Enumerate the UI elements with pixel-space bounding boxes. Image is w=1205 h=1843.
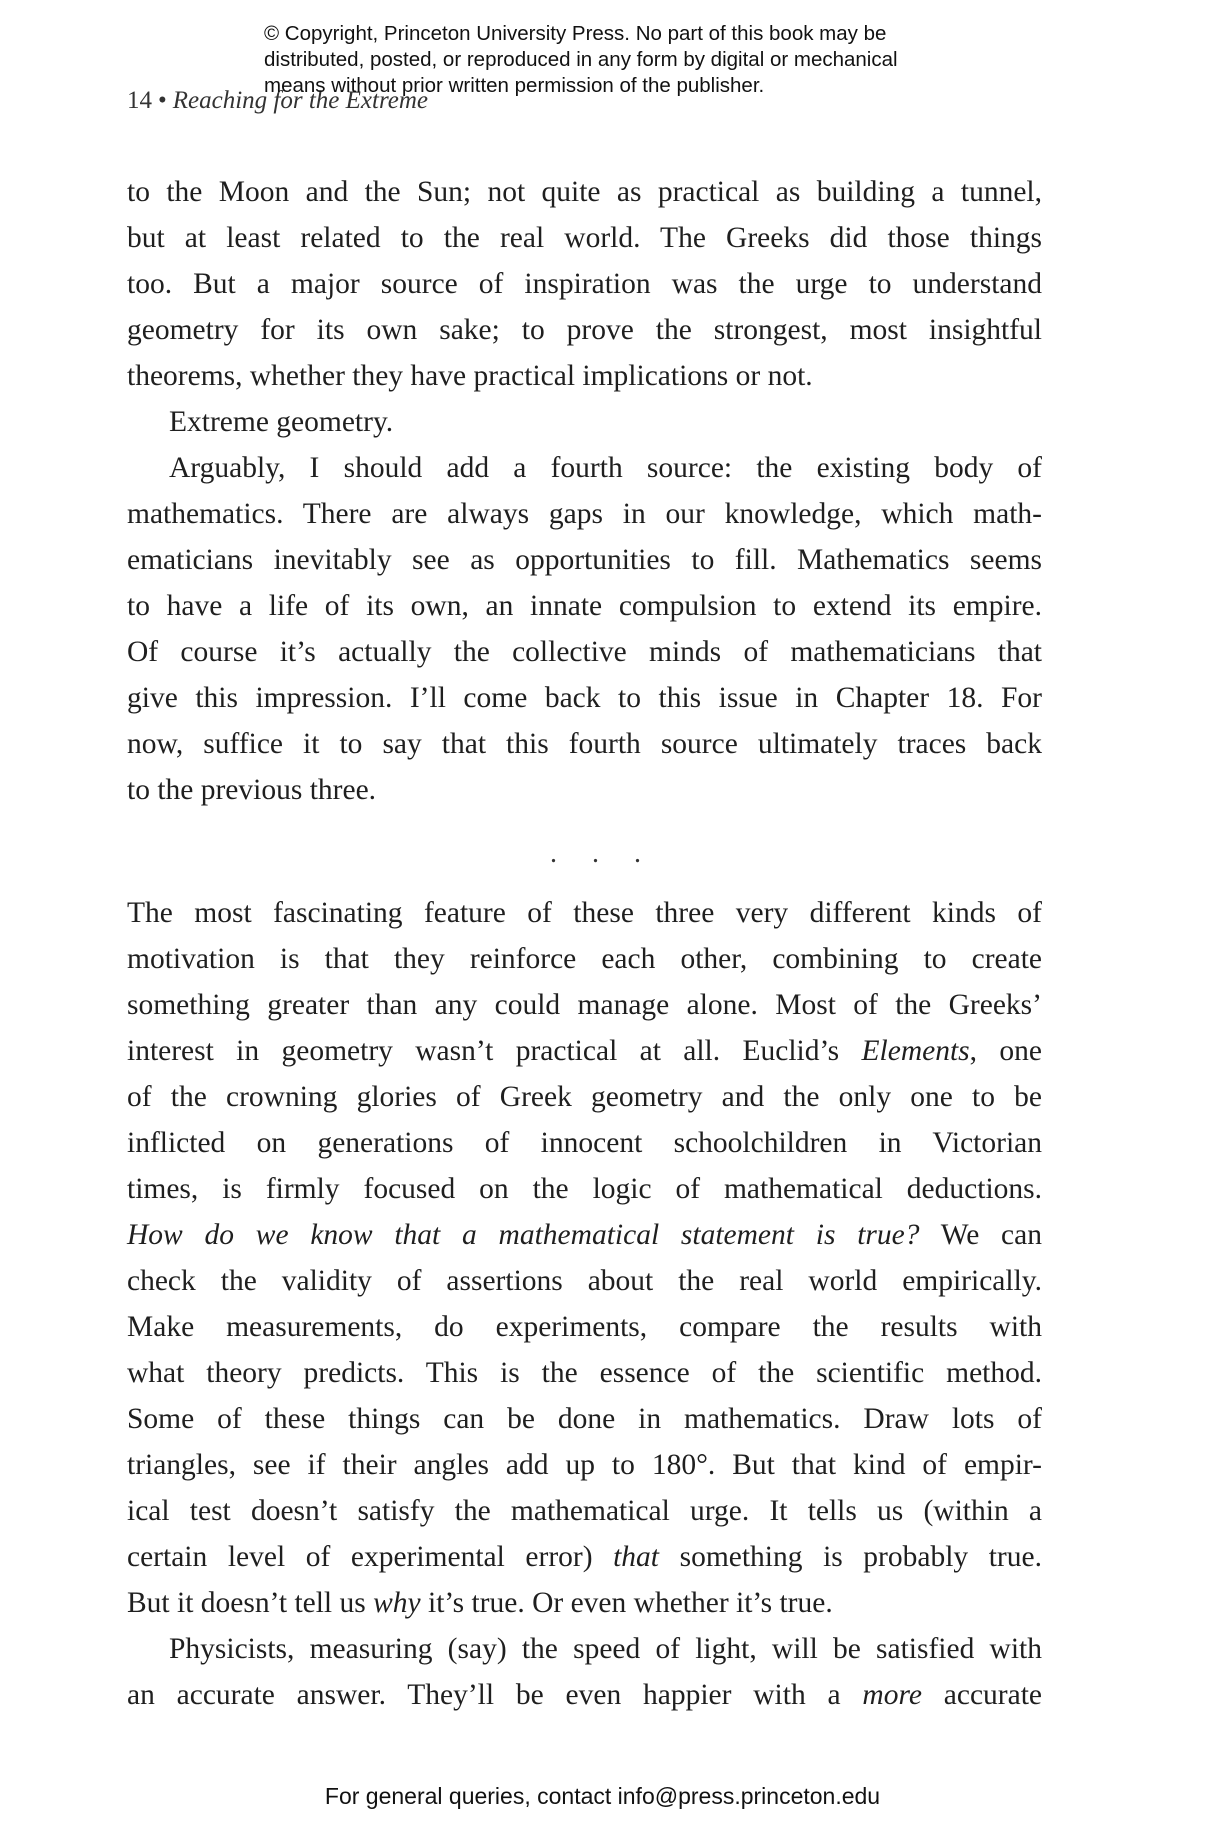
- text-line: something greater than any could manage alone. Most of the Greeks’: [127, 989, 1042, 1021]
- text-line: [127, 1212, 1042, 1258]
- copyright-line: distributed, posted, or reproduced in any form by digital or mechanical: [264, 48, 898, 71]
- italic-text: why: [373, 1587, 421, 1619]
- text-line: The most fascinating feature of these three very different kinds of: [127, 897, 1042, 929]
- text-line: times, is firmly focused on the logic of mathematical deductions.: [127, 1173, 1042, 1205]
- text-line: to the previous three.: [127, 774, 377, 806]
- text-line: [127, 1534, 1042, 1580]
- copyright-line: means without prior written permission of the publisher.: [264, 74, 765, 97]
- text-line: [127, 1672, 1042, 1718]
- body-text-top: [127, 169, 1042, 813]
- running-head-title: Reaching for the Extreme: [172, 87, 429, 114]
- text-line: Some of these things can be done in mathematics. Draw lots of: [127, 1403, 1042, 1435]
- text-line: inflicted on generations of innocent schoolchildren in Victorian: [127, 1127, 1042, 1159]
- text-line: Of course it’s actually the collective minds of mathematicians that: [127, 636, 1042, 668]
- text-line: but at least related to the real world. The Greeks did those things: [127, 222, 1042, 254]
- running-head-separator: •: [158, 87, 167, 114]
- text-line: give this impression. I’ll come back to this issue in Chapter 18. For: [127, 682, 1042, 714]
- text-run: We can: [919, 1219, 1042, 1251]
- text-line: check the validity of assertions about the real world empirically.: [127, 1265, 1042, 1297]
- text-run: it’s true. Or even whether it’s true.: [420, 1587, 833, 1619]
- text-run: , one: [969, 1035, 1042, 1067]
- page-number: 14: [127, 87, 152, 114]
- text-line: geometry for its own sake; to prove the strongest, most insightful: [127, 314, 1042, 346]
- text-line: too. But a major source of inspiration was the urge to understand: [127, 268, 1042, 300]
- text-run: But it doesn’t tell us: [127, 1587, 374, 1619]
- text-run: something is probably true.: [659, 1541, 1042, 1573]
- text-line: to the Moon and the Sun; not quite as practical as building a tunnel,: [127, 176, 1042, 208]
- italic-text: that: [613, 1541, 660, 1573]
- text-line: of the crowning glories of Greek geometry and the only one to be: [127, 1081, 1042, 1113]
- footer-contact: For general queries, contact info@press.princeton.edu: [324, 1783, 881, 1809]
- copyright-notice: [264, 21, 1024, 99]
- italic-text: How do we know that a mathematical statement is true?: [127, 1219, 920, 1251]
- text-line: theorems, whether they have practical implications or not.: [127, 360, 813, 392]
- text-run: an accurate answer. They’ll be even happier with a: [127, 1679, 863, 1711]
- body-text-bottom: [127, 890, 1042, 1718]
- text-line: Extreme geometry.: [169, 406, 394, 438]
- text-line: motivation is that they reinforce each other, combining to create: [127, 943, 1042, 975]
- text-line: ical test doesn’t satisfy the mathematical urge. It tells us (within a: [127, 1495, 1042, 1527]
- text-run: accurate: [921, 1679, 1042, 1711]
- italic-text: Elements: [861, 1035, 970, 1067]
- text-line: what theory predicts. This is the essence of the scientific method.: [127, 1357, 1042, 1389]
- text-line: triangles, see if their angles add up to 180°. But that kind of empir-: [127, 1449, 1042, 1481]
- text-line: mathematics. There are always gaps in our knowledge, which math-: [127, 498, 1042, 530]
- text-line: Arguably, I should add a fourth source: the existing body of: [169, 452, 1042, 484]
- text-line: to have a life of its own, an innate compulsion to extend its empire.: [127, 590, 1042, 622]
- text-line: now, suffice it to say that this fourth source ultimately traces back: [127, 728, 1042, 760]
- text-line: Make measurements, do experiments, compare the results with: [127, 1311, 1042, 1343]
- text-line: ematicians inevitably see as opportunities to fill. Mathematics seems: [127, 544, 1042, 576]
- italic-text: more: [862, 1679, 922, 1711]
- text-run: interest in geometry wasn’t practical at all. Euclid’s: [127, 1035, 862, 1067]
- text-line: [127, 1028, 1042, 1074]
- text-line: [127, 1580, 1042, 1626]
- copyright-line: © Copyright, Princeton University Press. No part of this book may be: [264, 22, 887, 45]
- text-run: certain level of experimental error): [127, 1541, 614, 1573]
- text-line: Physicists, measuring (say) the speed of light, will be satisfied with: [169, 1633, 1042, 1665]
- section-break: . . .: [550, 838, 655, 869]
